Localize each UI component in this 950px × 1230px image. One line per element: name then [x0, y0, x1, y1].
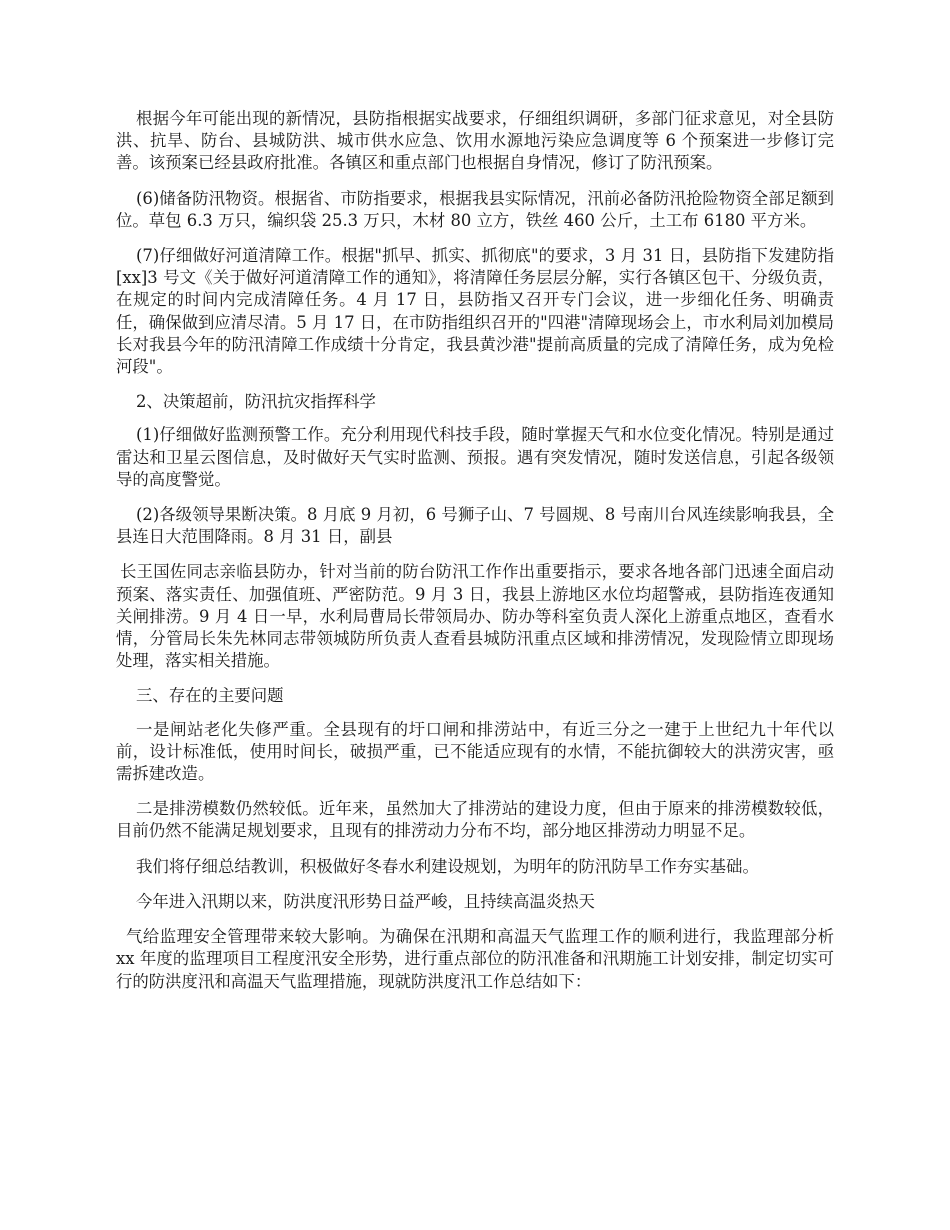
paragraph-supervision-measures: 气给监理安全管理带来较大影响。为确保在汛期和高温天气监理工作的顺利进行，我监理部分析 xx 年度的监理项目工程度汛安全形势，进行重点部位的防汛准备和汛期施工计划安排，制定切实可行的防洪度汛和高温天气监理措施，现就防洪度汛工作总结如下： — [116, 927, 840, 991]
paragraph-drainage-modulus: 二是排涝模数仍然较低。近年来，虽然加大了排涝站的建设力度，但由于原来的排涝模数较低，目前仍然不能满足规划要求，且现有的排涝动力分布不均，部分地区排涝动力明显不足。 — [116, 799, 834, 841]
paragraph-flood-season-intro: 今年进入汛期以来，防洪度汛形势日益严峻，且持续高温炎热天 — [136, 891, 595, 911]
paragraph-leadership-decision: (2)各级领导果断决策。8 月底 9 月初，6 号狮子山、7 号圆规、8 号南川台风连续影响我县，全县连日大范围降雨。8 月 31 日，副县 — [116, 505, 834, 547]
paragraph-plan-revision: 根据今年可能出现的新情况，县防指根据实战要求，仔细组织调研，多部门征求意见，对全县防洪、抗旱、防台、县城防洪、城市供水应急、饮用水源地污染应急调度等 6 个预案进一步修订完善。该预案已经县政府批准。各镇区和重点部门也根据自身情况，修订了防汛预案。 — [116, 109, 834, 173]
paragraph-river-clearing: (7)仔细做好河道清障工作。根据"抓早、抓实、抓彻底"的要求，3 月 31 日，县防指下发建防指[xx]3 号文《关于做好河道清障工作的通知》，将清障任务层层分解，实行各镇区包干、分级负责，在规定的时间内完成清障任务。4 月 17 日，县防指又召开专门会议，进一步细化任务、明确责任，确保做到应清尽清。5 月 17 日，在市防指组织召开的"四港"清障现场会上，市水利局刘加模局长对我县今年的防汛清障工作成绩十分肯定，我县黄沙港"提前高质量的完成了清障任务，成为免检河段"。 — [116, 246, 834, 377]
paragraph-summary-lessons: 我们将仔细总结教训，积极做好冬春水利建设规划，为明年的防汛防旱工作夯实基础。 — [136, 856, 759, 876]
section-heading-problems: 三、存在的主要问题 — [136, 686, 284, 706]
paragraph-deputy-inspection: 长王国佐同志亲临县防办，针对当前的防台防汛工作作出重要指示，要求各地各部门迅速全面启动预案、落实责任、加强值班、严密防范。9 月 3 日，我县上游地区水位均超警戒，县防指连夜通知关闸排涝。9 月 4 日一早，水利局曹局长带领局办、防办等科室负责人深化上游重点地区，查看水情，分管局长朱先林同志带领城防所负责人查看县城防汛重点区域和排涝情况，发现险情立即现场处理，落实相关措施。 — [116, 562, 834, 671]
paragraph-aging-sluices: 一是闸站老化失修严重。全县现有的圩口闸和排涝站中，有近三分之一建于上世纪九十年代以前，设计标准低，使用时间长，破损严重，已不能适应现有的水情，不能抗御较大的洪涝灾害，亟需拆建改造。 — [116, 719, 834, 784]
paragraph-flood-supplies: (6)储备防汛物资。根据省、市防指要求，根据我县实际情况，汛前必备防汛抢险物资全部足额到位。草包 6.3 万只，编织袋 25.3 万只，木材 80 立方，铁丝 460 公斤，土工布 6180 平方米。 — [116, 188, 834, 230]
document-body — [116, 108, 840, 1006]
section-heading-decision: 2、决策超前，防汛抗灾指挥科学 — [136, 392, 376, 412]
paragraph-monitoring: (1)仔细做好监测预警工作。充分利用现代科技手段，随时掌握天气和水位变化情况。特别是通过雷达和卫星云图信息，及时做好天气实时监测、预报。遇有突发情况，随时发送信息，引起各级领导的高度警觉。 — [116, 425, 834, 489]
